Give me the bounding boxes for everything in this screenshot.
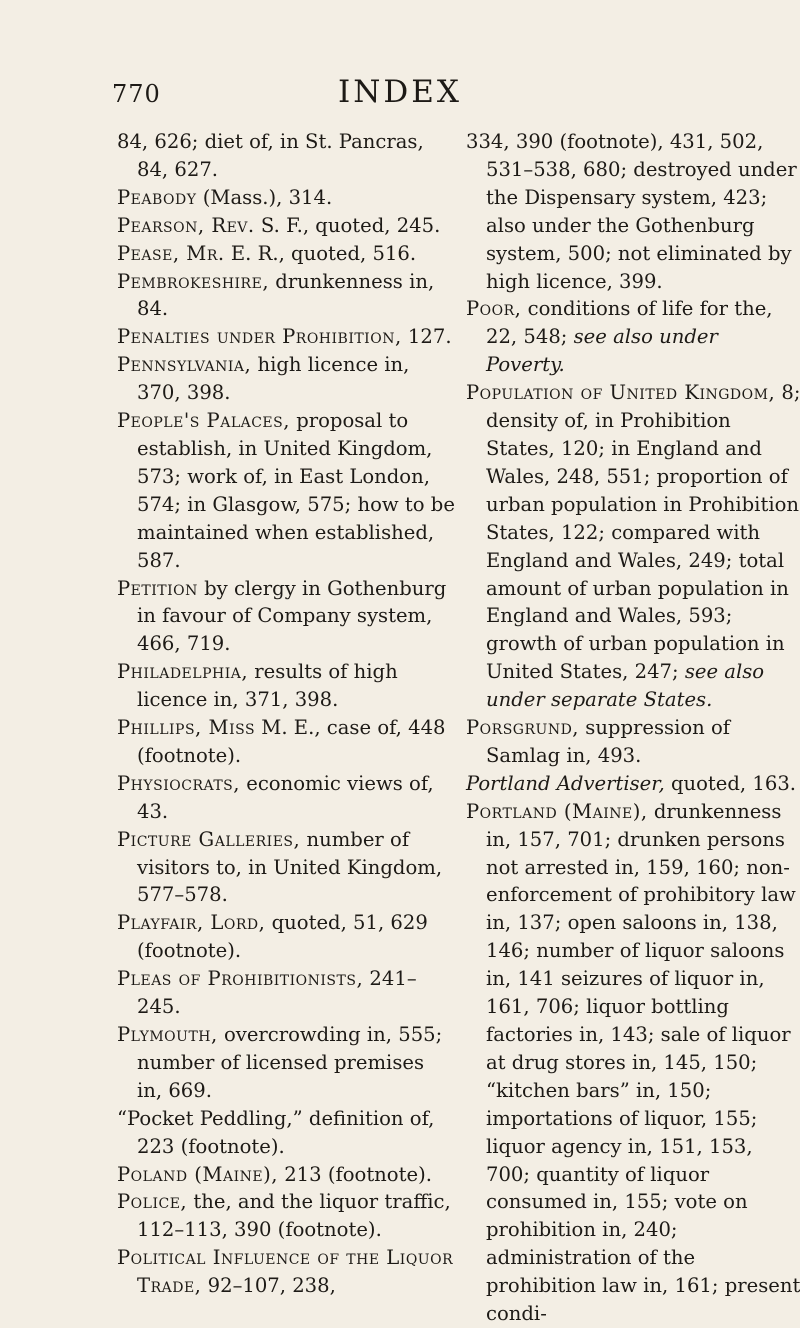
index-entry-text: drunkenness in, 157, 701; drunken persons not arrested in, 159, 160; non-enforcement of prohibitory law in, 137; open saloons in, 138, 146; number of liquor saloons in, 141 seizures of liquor in, 161, 706; liquor bottling factories in, 143; sale of liquor at drug stores in, 145, 150; “kitchen bars” in, 150; importations of liquor, 155; liquor agency in, 151, 153, 700; quantity of liquor consumed in, 155; vote on prohibition in, 240; administration of the prohibition law in, 161; present condi-: [486, 799, 800, 1326]
index-entry-heading: Petition: [117, 576, 198, 600]
index-entry-heading: Police,: [117, 1190, 188, 1214]
index-entry-heading: Political Influence of the Liquor Trade,: [117, 1246, 454, 1298]
index-entry-text: 92–107, 238,: [201, 1274, 336, 1298]
index-entry: [117, 212, 455, 240]
index-entry-text: overcrowding in, 555; number of licensed premises in, 669.: [137, 1023, 443, 1102]
index-column-right: [466, 128, 800, 1328]
index-entry: [466, 798, 800, 1328]
index-entry: [117, 1188, 455, 1244]
index-entry-heading: Penalties under Prohibition,: [117, 325, 402, 349]
index-entry-heading: People's Palaces,: [117, 409, 290, 433]
index-entry-text: 213 (footnote).: [277, 1162, 432, 1186]
index-entry: [117, 323, 455, 351]
index-entry-heading: Population of United Kingdom,: [466, 381, 776, 405]
index-entry: [466, 128, 800, 295]
index-entry: [117, 184, 455, 212]
index-entry-text: M. E., case of, 448 (footnote).: [137, 716, 446, 767]
index-entry-text: number of visitors to, in United Kingdom, 577–578.: [137, 827, 443, 907]
index-entry: [117, 826, 455, 910]
index-entry-heading: Pleas of Prohibitionists,: [117, 967, 364, 991]
index-entry: [466, 770, 800, 798]
index-entry: [466, 714, 800, 770]
index-entry-text: high licence in, 370, 398.: [137, 353, 410, 405]
index-entry: [117, 1244, 455, 1300]
index-entry-text: 334, 390 (footnote), 431, 502, 531–538, 680; destroyed under the Dispensary system, 423; also under the Gothenburg system, 500; not eliminated by high licence, 399.: [466, 130, 797, 293]
index-entry-heading: Porsgrund,: [466, 716, 580, 740]
index-entry-heading: Pearson, Rev.: [117, 213, 255, 237]
index-entry: [117, 407, 455, 574]
index-entry: [117, 128, 455, 184]
index-entry-heading: Playfair, Lord,: [117, 911, 266, 935]
index-entry-text: 8; density of, in Prohibition States, 120; in England and Wales, 248, 551; proportion of urban population in Prohibition States, 122; compared with England and Wales, 249; total amount of urban population in England and Wales, 593; growth of urban population in United States, 247;: [486, 381, 800, 684]
running-title: INDEX: [338, 74, 462, 110]
index-entry: [117, 658, 455, 714]
page-number: 770: [112, 80, 161, 108]
index-entry: [466, 379, 800, 714]
index-entry-text: by clergy in Gothenburg in favour of Company system, 466, 719.: [137, 576, 447, 656]
index-entry-heading: Peabody: [117, 185, 197, 209]
index-entry-cross-reference: see also under Poverty.: [486, 325, 718, 377]
index-entry-text: S. F., quoted, 245.: [254, 213, 441, 237]
index-column-left: [117, 128, 455, 1300]
index-entry-heading: Plymouth,: [117, 1023, 218, 1046]
index-entry: [117, 1021, 455, 1105]
index-entry-text: quoted, 51, 629 (footnote).: [137, 911, 428, 963]
index-entry: [117, 1161, 455, 1189]
index-entry-text: 84, 626; diet of, in St. Pancras, 84, 627.: [117, 130, 424, 181]
index-entry: [117, 714, 455, 770]
index-entry-text: quoted, 163.: [664, 771, 797, 795]
index-entry: [117, 268, 455, 324]
index-entry-heading: Portland (Maine),: [466, 799, 648, 823]
index-entry-text: “Pocket Peddling,” definition of, 223 (footnote).: [117, 1106, 435, 1158]
index-entry-heading: Phillips, Miss: [117, 716, 256, 740]
index-entry-text: 241–245.: [137, 967, 417, 1019]
index-entry: [117, 1105, 455, 1161]
index-entry-heading: Pembrokeshire,: [117, 269, 270, 293]
index-entry-text: drunkenness in, 84.: [137, 269, 435, 321]
index-entry-italic-heading: Portland Advertiser,: [466, 771, 665, 795]
index-entry-heading: Pennsylvania,: [117, 353, 252, 377]
index-entry-heading: Poland (Maine),: [117, 1162, 278, 1186]
index-entry: [117, 575, 455, 659]
index-entry-heading: Pease, Mr.: [117, 241, 225, 265]
index-entry-text: economic views of, 43.: [137, 771, 434, 823]
index-entry-text: results of high licence in, 371, 398.: [137, 660, 398, 712]
index-entry-text: suppression of Samlag in, 493.: [486, 716, 731, 767]
page-header: [0, 74, 800, 114]
index-entry-heading: Philadelphia,: [117, 660, 249, 684]
index-entry-text: conditions of life for the, 22, 548;: [486, 297, 773, 349]
index-entry: [117, 909, 455, 965]
index-entry-text: 127.: [401, 325, 452, 349]
index-entry: [117, 770, 455, 826]
index-entry: [117, 240, 455, 268]
index-entry-cross-reference: see also under separate States.: [486, 660, 765, 712]
index-entry-text: (Mass.), 314.: [196, 185, 333, 209]
index-entry-text: E. R., quoted, 516.: [224, 241, 417, 265]
index-entry-heading: Physiocrats,: [117, 771, 240, 795]
index-entry: [117, 965, 455, 1021]
index-entry-text: proposal to establish, in United Kingdom, 573; work of, in East London, 574; in Glasgow, 575; how to be maintained when established, 587.: [137, 409, 455, 572]
index-entry: [466, 295, 800, 379]
index-entry-heading: Picture Galleries,: [117, 827, 301, 851]
index-entry-text: the, and the liquor traffic, 112–113, 390 (footnote).: [137, 1190, 451, 1242]
index-entry-heading: Poor,: [466, 297, 522, 321]
index-entry: [117, 351, 455, 407]
